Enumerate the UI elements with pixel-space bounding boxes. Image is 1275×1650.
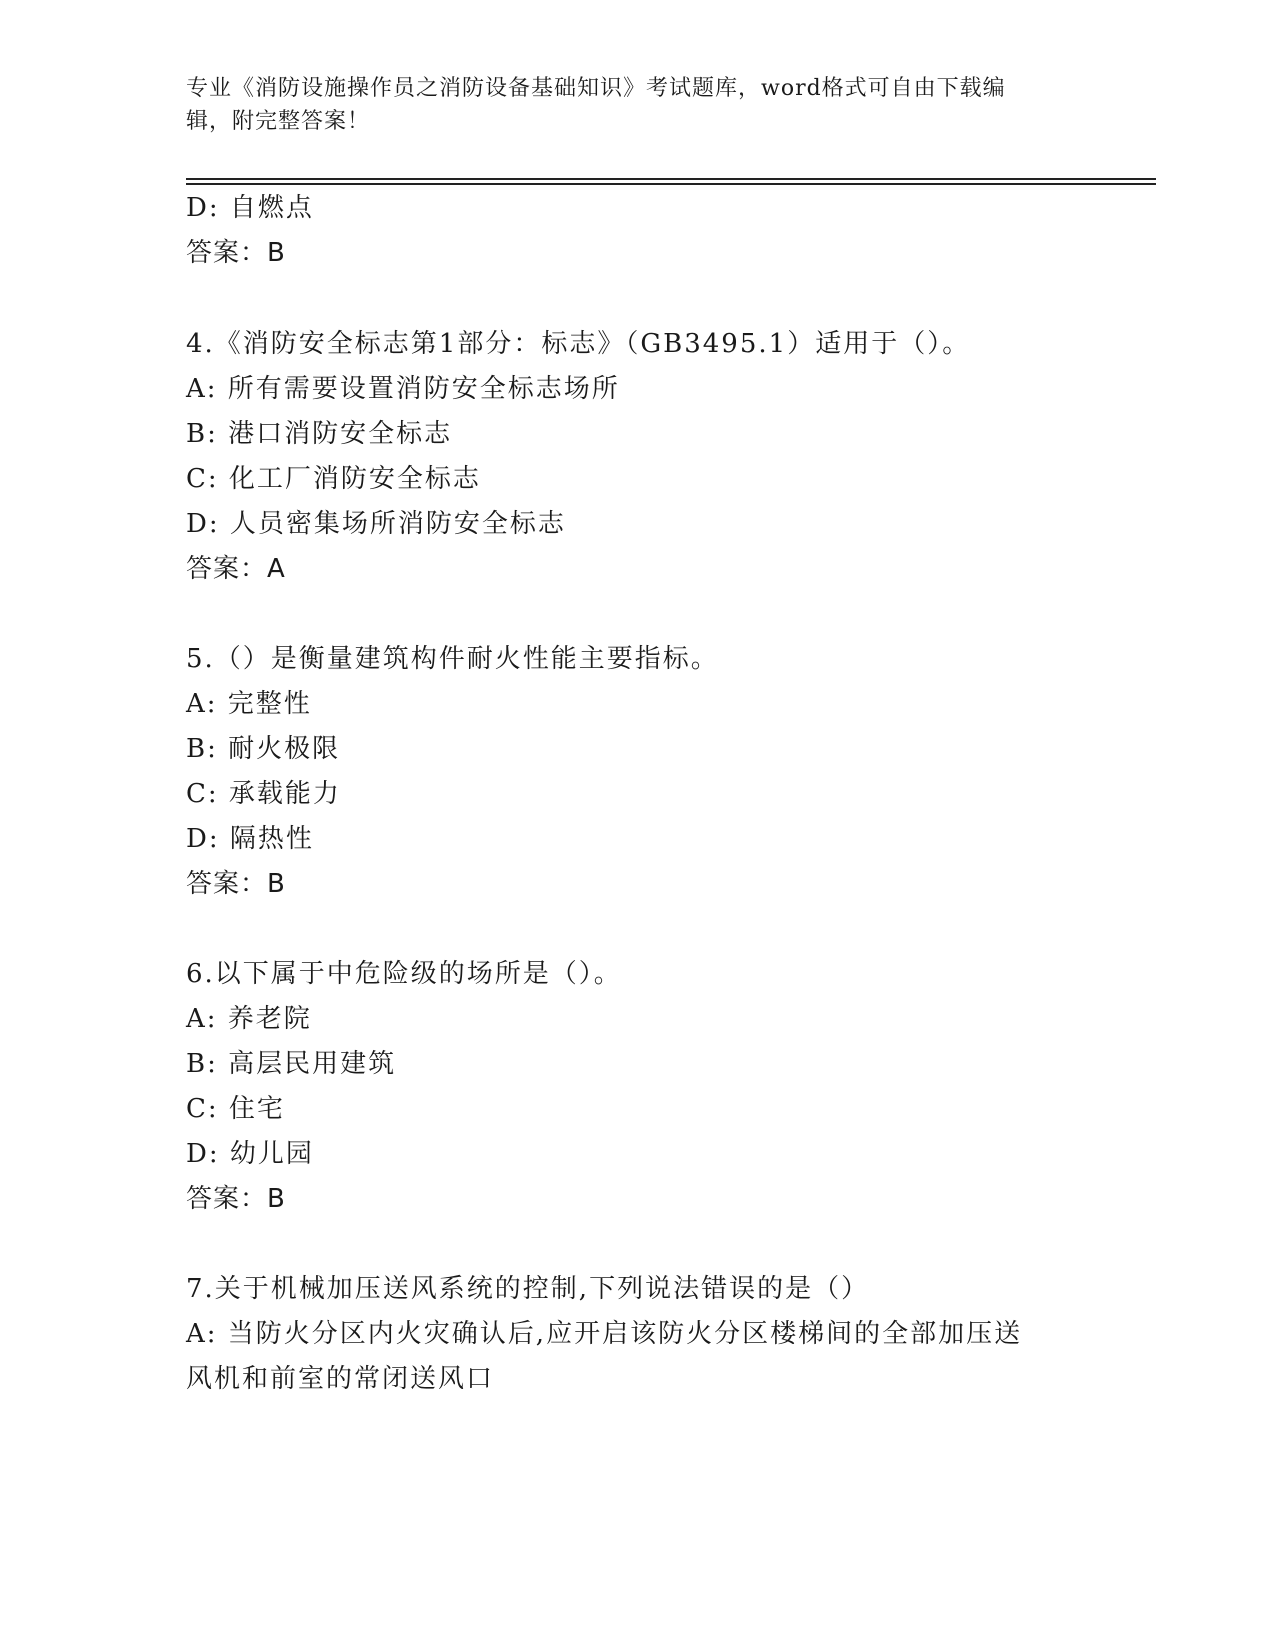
prev-option-d: D: 自燃点 <box>186 193 314 223</box>
header-divider-top <box>186 178 1156 180</box>
header-line-1: 专业《消防设施操作员之消防设备基础知识》考试题库，word格式可自由下载编 <box>186 76 1006 101</box>
q5-option-b: B: 耐火极限 <box>186 734 341 764</box>
q6-option-c: C: 住宅 <box>186 1094 285 1124</box>
q6-option-a: A: 养老院 <box>186 1004 312 1034</box>
header-divider-bottom <box>186 183 1156 185</box>
q5-option-a: A: 完整性 <box>186 689 312 719</box>
q4-answer: 答案：A <box>186 554 286 584</box>
q5-option-c: C: 承载能力 <box>186 779 341 809</box>
q4-option-b: B: 港口消防安全标志 <box>186 419 453 449</box>
q7-option-a-line-2: 风机和前室的常闭送风口 <box>186 1364 495 1394</box>
q5-option-d: D: 隔热性 <box>186 824 314 854</box>
q4-option-c: C: 化工厂消防安全标志 <box>186 464 481 494</box>
header-line-2: 辑，附完整答案！ <box>186 109 371 134</box>
q6-option-b: B: 高层民用建筑 <box>186 1049 397 1079</box>
q6-option-d: D: 幼儿园 <box>186 1139 314 1169</box>
q4-option-a: A: 所有需要设置消防安全标志场所 <box>186 374 620 404</box>
q5-question: 5.（）是衡量建筑构件耐火性能主要指标。 <box>186 644 719 674</box>
q5-answer: 答案：B <box>186 869 286 899</box>
q7-option-a-line-1: A: 当防火分区内火灾确认后,应开启该防火分区楼梯间的全部加压送 <box>186 1319 1023 1349</box>
q4-option-d: D: 人员密集场所消防安全标志 <box>186 509 566 539</box>
q6-answer: 答案：B <box>186 1184 286 1214</box>
q4-question: 4.《消防安全标志第1部分：标志》（GB3495.1）适用于（）。 <box>186 329 971 359</box>
q7-question: 7.关于机械加压送风系统的控制,下列说法错误的是（） <box>186 1274 870 1304</box>
document-header <box>186 72 1066 138</box>
prev-answer: 答案：B <box>186 238 286 268</box>
q6-question: 6.以下属于中危险级的场所是（）。 <box>186 959 622 989</box>
